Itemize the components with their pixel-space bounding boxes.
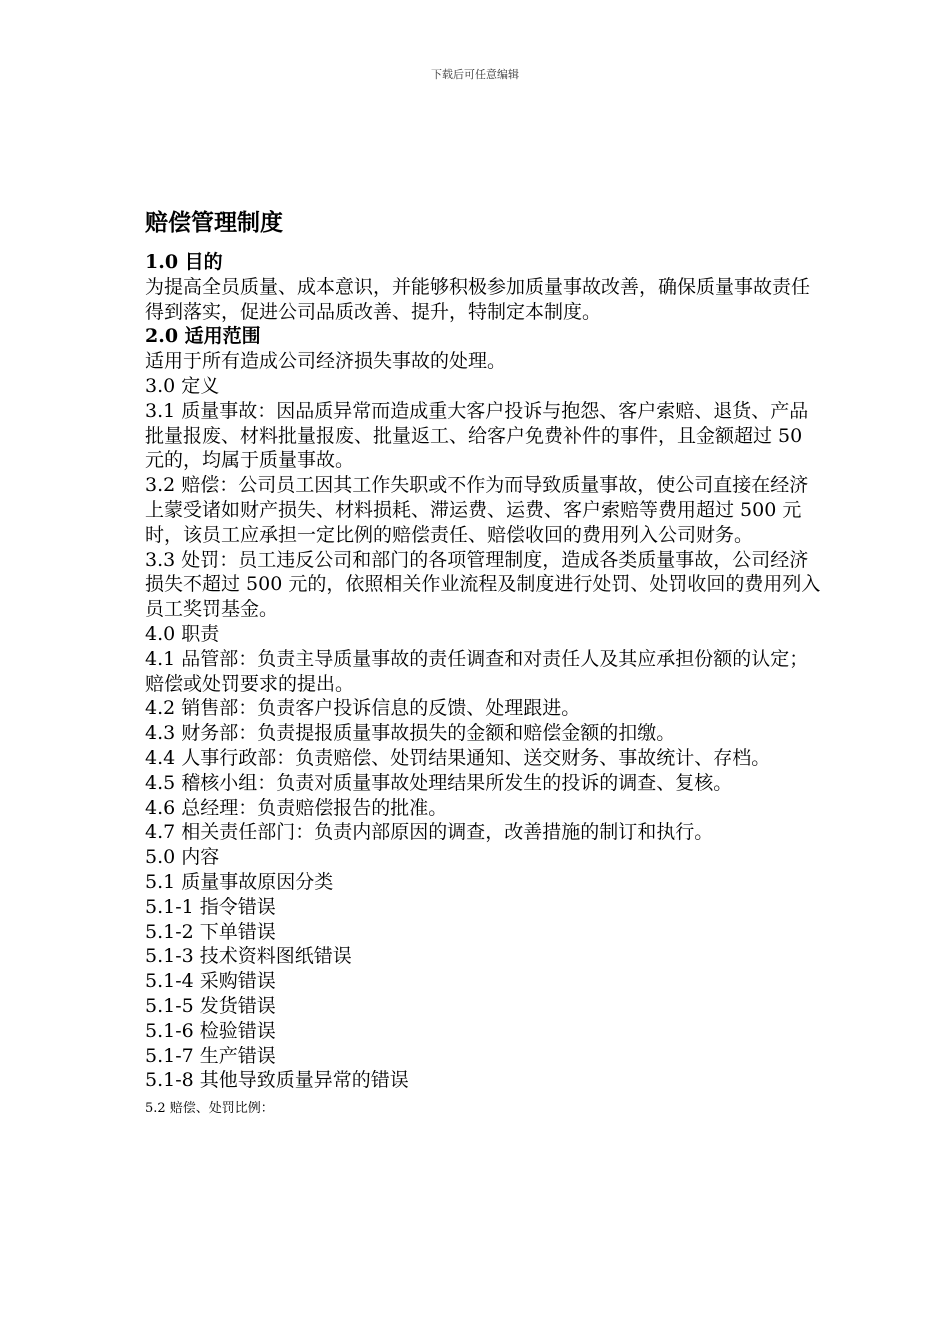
paragraph: 适用于所有造成公司经济损失事故的处理。 xyxy=(145,350,507,373)
section-heading: 1.0 目的 xyxy=(145,251,223,273)
paragraph: 4.0 职责 xyxy=(145,622,220,645)
paragraph: 5.1-5 发货错误 xyxy=(145,994,276,1017)
paragraph: 4.1 品管部：负责主导质量事故的责任调查和对责任人及其应承担份额的认定；赔偿或处罚要求的提出。 xyxy=(145,647,809,695)
paragraph: 5.1 质量事故原因分类 xyxy=(145,870,334,893)
paragraph: 5.1-7 生产错误 xyxy=(145,1044,276,1067)
paragraph: 5.1-4 采购错误 xyxy=(145,970,276,993)
paragraph: 3.3 处罚：员工违反公司和部门的各项管理制度，造成各类质量事故，公司经济损失不超过 500 元的，依照相关作业流程及制度进行处罚、处罚收回的费用列入员工奖罚基金。 xyxy=(145,548,821,621)
paragraph: 4.4 人事行政部：负责赔偿、处罚结果通知、送交财务、事故统计、存档。 xyxy=(145,746,771,769)
paragraph: 3.1 质量事故：因品质异常而造成重大客户投诉与抱怨、客户索赔、退货、产品批量报废、材料批量报废、批量返工、给客户免费补件的事件，且金额超过 50 元的，均属于质量事故。 xyxy=(145,399,809,472)
paragraph: 4.2 销售部：负责客户投诉信息的反馈、处理跟进。 xyxy=(145,697,581,720)
paragraph: 5.1-8 其他导致质量异常的错误 xyxy=(145,1069,409,1092)
paragraph: 5.1-2 下单错误 xyxy=(145,920,276,943)
paragraph: 3.0 定义 xyxy=(145,374,220,397)
section-5-2-heading: 5.2 赔偿、处罚比例： xyxy=(145,1101,274,1117)
paragraph: 4.7 相关责任部门：负责内部原因的调查，改善措施的制订和执行。 xyxy=(145,821,714,844)
paragraph: 4.3 财务部：负责提报质量事故损失的金额和赔偿金额的扣缴。 xyxy=(145,722,676,745)
paragraph: 4.6 总经理：负责赔偿报告的批准。 xyxy=(145,796,448,819)
document-body xyxy=(145,206,825,1119)
document-title: 赔偿管理制度 xyxy=(145,210,283,236)
paragraph: 为提高全员质量、成本意识，并能够积极参加质量事故改善，确保质量事故责任得到落实，促进公司品质改善、提升，特制定本制度。 xyxy=(145,275,811,323)
paragraph: 5.1-6 检验错误 xyxy=(145,1019,276,1042)
document-lines xyxy=(145,250,825,1093)
paragraph: 3.2 赔偿：公司员工因其工作失职或不作为而导致质量事故，使公司直接在经济上蒙受诸如财产损失、材料损耗、滞运费、运费、客户索赔等费用超过 500 元时，该员工应承担一定比例的赔偿责任、赔偿收回的费用列入公司财务。 xyxy=(145,474,809,546)
paragraph: 5.1-1 指令错误 xyxy=(145,895,276,918)
paragraph: 4.5 稽核小组：负责对质量事故处理结果所发生的投诉的调查、复核。 xyxy=(145,771,733,794)
paragraph: 5.1-3 技术资料图纸错误 xyxy=(145,945,352,968)
paragraph: 5.0 内容 xyxy=(145,846,220,869)
header-note: 下载后可任意编辑 xyxy=(431,68,519,81)
section-heading: 2.0 适用范围 xyxy=(145,325,261,348)
